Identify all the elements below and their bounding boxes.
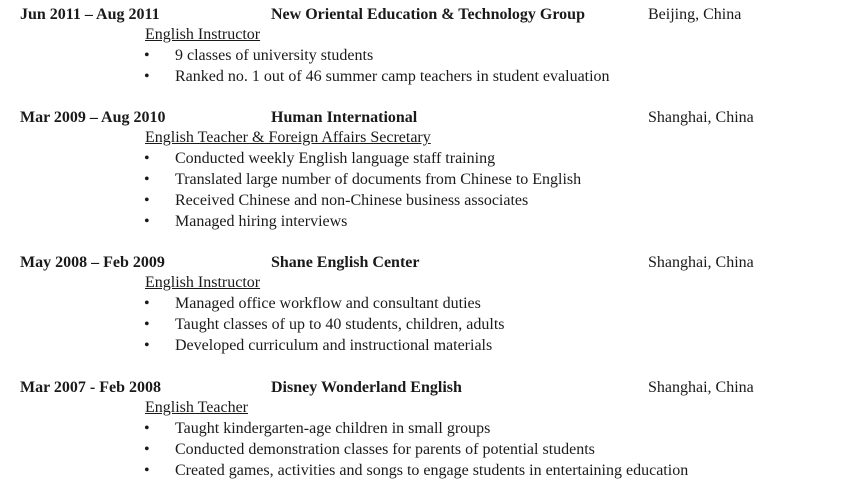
- bullet-text: 9 classes of university students: [175, 47, 374, 64]
- job-bullet-list: [0, 150, 867, 234]
- bullet-text: Translated large number of documents from Chinese to English: [175, 171, 582, 188]
- job-entry: [0, 379, 867, 483]
- job-organization: New Oriental Education & Technology Group: [271, 6, 585, 23]
- bullet-icon: •: [144, 462, 150, 479]
- bullet-icon: •: [144, 47, 150, 64]
- job-organization: Shane English Center: [271, 254, 420, 271]
- job-header: [0, 109, 867, 129]
- job-title: English Instructor: [145, 26, 261, 43]
- job-location: Shanghai, China: [648, 109, 754, 126]
- job-dates: Mar 2007 - Feb 2008: [20, 379, 162, 396]
- job-title-row: [0, 274, 867, 295]
- job-bullet-item: [0, 316, 867, 337]
- job-bullet-item: [0, 441, 867, 462]
- job-bullet-item: [0, 150, 867, 171]
- job-location: Beijing, China: [648, 6, 742, 23]
- job-dates: Jun 2011 – Aug 2011: [20, 6, 160, 23]
- job-bullet-item: [0, 213, 867, 234]
- job-organization: Human International: [271, 109, 418, 126]
- bullet-text: Conducted demonstration classes for parents of potential students: [175, 441, 595, 458]
- bullet-text: Ranked no. 1 out of 46 summer camp teachers in student evaluation: [175, 68, 610, 85]
- bullet-icon: •: [144, 441, 150, 458]
- job-title-row: [0, 129, 867, 150]
- bullet-icon: •: [144, 295, 150, 312]
- job-bullet-list: [0, 295, 867, 358]
- job-entry: [0, 6, 867, 89]
- job-title-row: [0, 399, 867, 420]
- bullet-icon: •: [144, 337, 150, 354]
- job-bullet-item: [0, 295, 867, 316]
- job-entry: [0, 109, 867, 234]
- job-header: [0, 6, 867, 26]
- job-location: Shanghai, China: [648, 379, 754, 396]
- bullet-icon: •: [144, 68, 150, 85]
- bullet-text: Conducted weekly English language staff training: [175, 150, 496, 167]
- job-header: [0, 254, 867, 274]
- bullet-icon: •: [144, 171, 150, 188]
- job-dates: Mar 2009 – Aug 2010: [20, 109, 166, 126]
- job-location: Shanghai, China: [648, 254, 754, 271]
- job-bullet-item: [0, 192, 867, 213]
- job-bullet-list: [0, 47, 867, 89]
- bullet-text: Created games, activities and songs to engage students in entertaining education: [175, 462, 689, 479]
- job-dates: May 2008 – Feb 2009: [20, 254, 165, 271]
- bullet-text: Developed curriculum and instructional materials: [175, 337, 493, 354]
- bullet-icon: •: [144, 316, 150, 333]
- job-organization: Disney Wonderland English: [271, 379, 462, 396]
- job-bullet-item: [0, 462, 867, 483]
- job-bullet-item: [0, 47, 867, 68]
- bullet-icon: •: [144, 213, 150, 230]
- bullet-icon: •: [144, 192, 150, 209]
- bullet-text: Received Chinese and non-Chinese business associates: [175, 192, 529, 209]
- job-title-row: [0, 26, 867, 47]
- bullet-text: Managed office workflow and consultant duties: [175, 295, 481, 312]
- bullet-text: Taught classes of up to 40 students, children, adults: [175, 316, 505, 333]
- job-title: English Teacher: [145, 399, 248, 416]
- bullet-icon: •: [144, 150, 150, 167]
- job-bullet-list: [0, 420, 867, 483]
- job-bullet-item: [0, 337, 867, 358]
- job-header: [0, 379, 867, 399]
- job-entry: [0, 254, 867, 358]
- job-title: English Instructor: [145, 274, 261, 291]
- job-bullet-item: [0, 420, 867, 441]
- bullet-text: Taught kindergarten-age children in small groups: [175, 420, 491, 437]
- bullet-text: Managed hiring interviews: [175, 213, 348, 230]
- job-title: English Teacher & Foreign Affairs Secretary: [145, 129, 431, 146]
- bullet-icon: •: [144, 420, 150, 437]
- job-bullet-item: [0, 68, 867, 89]
- job-bullet-item: [0, 171, 867, 192]
